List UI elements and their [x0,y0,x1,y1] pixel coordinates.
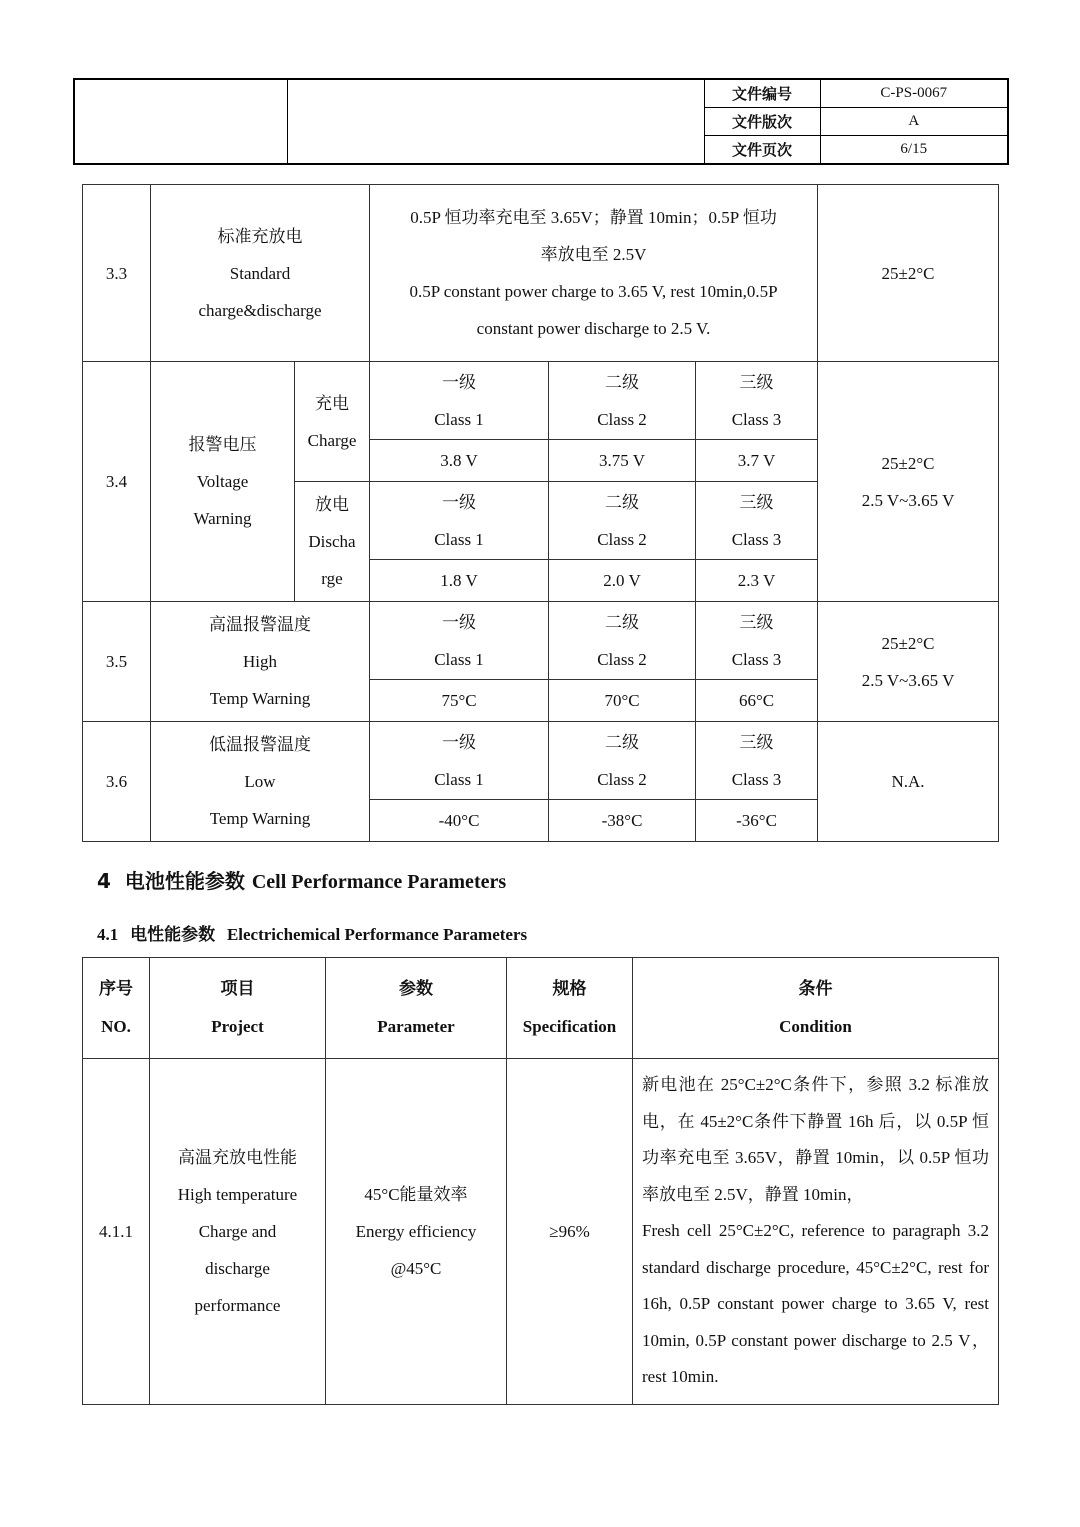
section3-table [82,184,999,842]
item-en-1: Voltage [196,472,249,491]
class3-en: Class 3 [731,409,782,429]
class2-header [549,722,696,800]
low-temp-class3: -36°C [696,800,818,842]
doc-version-label: 文件版次 [704,108,820,136]
doc-page-value: 6/15 [820,136,1008,165]
project-en-4: performance [194,1295,281,1315]
charge-value-class2: 3.75 V [549,440,696,482]
class3-zh: 三级 [739,732,774,752]
charge-zh: 充电 [315,393,349,413]
table-row-3-4 [83,362,999,440]
class1-en: Class 1 [434,769,484,789]
item-cell [151,722,370,842]
discharge-label-cell [295,482,370,602]
row-number: 4.1.1 [83,1059,150,1405]
header-parameter-zh: 参数 [399,979,433,999]
header-parameter-en: Parameter [377,1017,455,1036]
class2-header [549,362,696,440]
class2-zh: 二级 [605,372,640,392]
high-temp-class1: 75°C [370,680,549,722]
discharge-value-class1: 1.8 V [370,560,549,602]
low-temp-class1: -40°C [370,800,549,842]
header-condition-zh: 条件 [798,979,833,999]
desc-en-1: 0.5P constant power charge to 3.65 V, rest 10min,0.5P [409,282,778,301]
class1-header [370,362,549,440]
item-zh: 低温报警温度 [209,735,311,754]
table-row-4-1-1 [83,1059,999,1405]
class3-zh: 三级 [739,612,774,632]
condition-cell [818,362,999,602]
class1-en: Class 1 [434,649,484,669]
item-en-1: High [243,652,277,671]
class3-header [696,362,818,440]
condition-en: Fresh cell 25°C±2°C, reference to paragraph 3.2 standard discharge procedure, 45°C±2°C, rest for 16h, 0.5P constant power charge to 3.65 V, rest 10min, 0.5P constant power discharge to 2.5 V，rest 10min. [642,1221,989,1386]
high-temp-class3: 66°C [696,680,818,722]
class2-zh: 二级 [605,492,640,512]
parameter-en-2: @45°C [390,1258,442,1278]
item-en-2: charge&discharge [198,300,322,320]
class1-header [370,482,549,560]
class3-en: Class 3 [731,769,782,789]
section-4-title-zh: 电池性能参数 [124,869,245,893]
header-condition-en: Condition [779,1017,852,1036]
high-temp-class2: 70°C [549,680,696,722]
condition-cell: 25±2°C [818,185,999,362]
class2-en: Class 2 [597,529,647,549]
class3-en: Class 3 [731,649,782,669]
item-cell [151,602,370,722]
description-cell [370,185,818,362]
doc-number-label: 文件编号 [704,79,820,108]
desc-zh-1: 0.5P 恒功率充电至 3.65V；静置 10min；0.5P 恒功 [410,208,777,227]
class2-en: Class 2 [597,409,647,429]
section-4-1-number: 4.1 [97,925,119,944]
specification-cell: ≥96% [507,1059,633,1405]
table-row-3-6 [83,722,999,800]
project-en-1: High temperature [177,1184,298,1204]
class3-header [696,482,818,560]
header-specification-en: Specification [522,1017,617,1036]
project-zh: 高温充放电性能 [178,1147,297,1167]
class2-en: Class 2 [597,769,647,789]
class1-zh: 一级 [442,372,477,392]
table-row-3-5 [83,602,999,680]
class1-zh: 一级 [442,492,477,512]
charge-label-cell [295,362,370,482]
discharge-value-class2: 2.0 V [549,560,696,602]
item-zh: 标准充放电 [217,226,303,246]
section-4-heading [97,865,506,894]
condition-voltage: 2.5 V~3.65 V [861,490,955,510]
condition-temp: 25±2°C [881,633,935,653]
header-project-zh: 项目 [220,979,255,999]
performance-table [82,957,999,1405]
class3-zh: 三级 [739,492,774,512]
class1-header [370,722,549,800]
desc-zh-2: 率放电至 2.5V [540,245,647,264]
header-condition [633,958,999,1059]
condition-cell: N.A. [818,722,999,842]
condition-temp: 25±2°C [881,453,935,473]
header-specification [507,958,633,1059]
doc-number-value: C-PS-0067 [820,79,1008,108]
header-logo-cell [74,79,287,164]
header-project-en: Project [211,1017,264,1036]
doc-version-value: A [820,108,1008,136]
header-project [150,958,326,1059]
item-zh: 高温报警温度 [209,615,311,634]
project-cell [150,1059,326,1405]
discharge-value-class3: 2.3 V [696,560,818,602]
item-cell [151,185,370,362]
class2-en: Class 2 [597,649,647,669]
desc-en-2: constant power discharge to 2.5 V. [476,319,711,338]
header-no-zh: 序号 [99,979,133,999]
discharge-en-2: rge [321,569,343,588]
class2-zh: 二级 [605,732,640,752]
charge-value-class1: 3.8 V [370,440,549,482]
charge-value-class3: 3.7 V [696,440,818,482]
class1-en: Class 1 [434,529,484,549]
low-temp-class2: -38°C [549,800,696,842]
condition-zh: 新电池在 25°C±2°C条件下，参照 3.2 标准放电，在 45±2°C条件下静置 16h 后，以 0.5P 恒功率充电至 3.65V，静置 10min，以 0.5P 恒功率放电至 2.5V，静置 10min， [642,1075,989,1204]
row-number: 3.4 [83,362,151,602]
charge-en: Charge [307,430,357,450]
parameter-cell [326,1059,507,1405]
class3-header [696,602,818,680]
table-header-row [83,958,999,1059]
class1-zh: 一级 [442,612,477,632]
parameter-zh: 45°C能量效率 [364,1184,468,1204]
parameter-en-1: Energy efficiency [355,1221,477,1241]
discharge-zh: 放电 [315,495,349,514]
condition-voltage: 2.5 V~3.65 V [861,670,955,690]
item-en-2: Warning [193,509,252,528]
project-en-3: discharge [205,1258,270,1278]
header-specification-zh: 规格 [552,979,587,999]
class3-en: Class 3 [731,529,782,549]
row-number: 3.5 [83,602,151,722]
document-header-table [73,78,1009,165]
class2-header [549,602,696,680]
section-4-1-title-zh: 电性能参数 [130,925,216,945]
item-zh: 报警电压 [188,435,257,454]
class3-header [696,722,818,800]
project-en-2: Charge and [198,1221,277,1241]
item-en-1: Low [244,772,276,791]
item-en-2: Temp Warning [209,689,311,708]
row-number: 3.3 [83,185,151,362]
class2-zh: 二级 [605,612,640,632]
class2-header [549,482,696,560]
discharge-en-1: Discha [308,532,356,551]
item-en-2: Temp Warning [209,809,311,828]
header-parameter [326,958,507,1059]
section-4-1-title-en: Electrichemical Performance Parameters [226,925,528,944]
doc-page-label: 文件页次 [704,136,820,165]
row-number: 3.6 [83,722,151,842]
class1-en: Class 1 [434,409,484,429]
header-no [83,958,150,1059]
condition-cell [818,602,999,722]
class3-zh: 三级 [739,372,774,392]
class1-zh: 一级 [442,732,477,752]
section-4-1-heading [97,920,527,945]
header-no-en: NO. [101,1017,131,1036]
section-4-number: 4 [97,869,111,893]
class1-header [370,602,549,680]
table-row-3-3 [83,185,999,362]
condition-cell [633,1059,999,1405]
header-title-cell [287,79,704,164]
item-cell [151,362,295,602]
section-4-title-en: Cell Performance Parameters [251,871,507,893]
item-en-1: Standard [229,263,291,283]
